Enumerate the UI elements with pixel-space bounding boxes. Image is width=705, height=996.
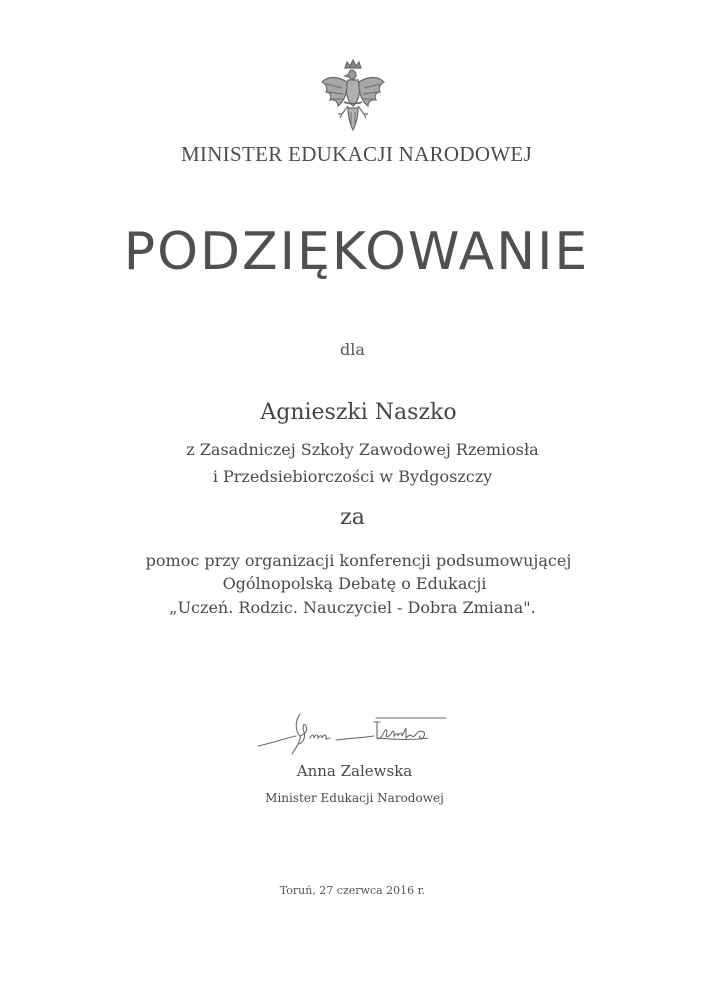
za-label: za xyxy=(340,505,365,530)
document-title: PODZIĘKOWANIE xyxy=(123,222,590,282)
ministry-heading: MINISTER EDUKACJI NARODOWEJ xyxy=(180,142,533,166)
polish-eagle-emblem-icon xyxy=(318,58,388,134)
signer-name: Anna Zalewska xyxy=(296,762,413,780)
for-label: dla xyxy=(340,340,365,359)
reason-line-3: „Uczeń. Rodzic. Nauczyciel - Dobra Zmiana". xyxy=(169,598,536,617)
reason-line-2: Ogólnopolską Debatę o Edukacji xyxy=(222,574,487,593)
school-line-2: i Przedsiebiorczości w Bydgoszczy xyxy=(212,467,493,486)
school-line-1: z Zasadniczej Szkoły Zawodowej Rzemiosła xyxy=(186,440,539,459)
signer-role: Minister Edukacji Narodowej xyxy=(265,791,444,805)
reason-line-1: pomoc przy organizacji konferencji podsumowującej xyxy=(145,551,572,570)
recipient-name: Agnieszki Naszko xyxy=(260,400,457,425)
place-and-date: Toruń, 27 czerwca 2016 r. xyxy=(279,884,426,897)
handwritten-signature-icon xyxy=(256,708,451,756)
